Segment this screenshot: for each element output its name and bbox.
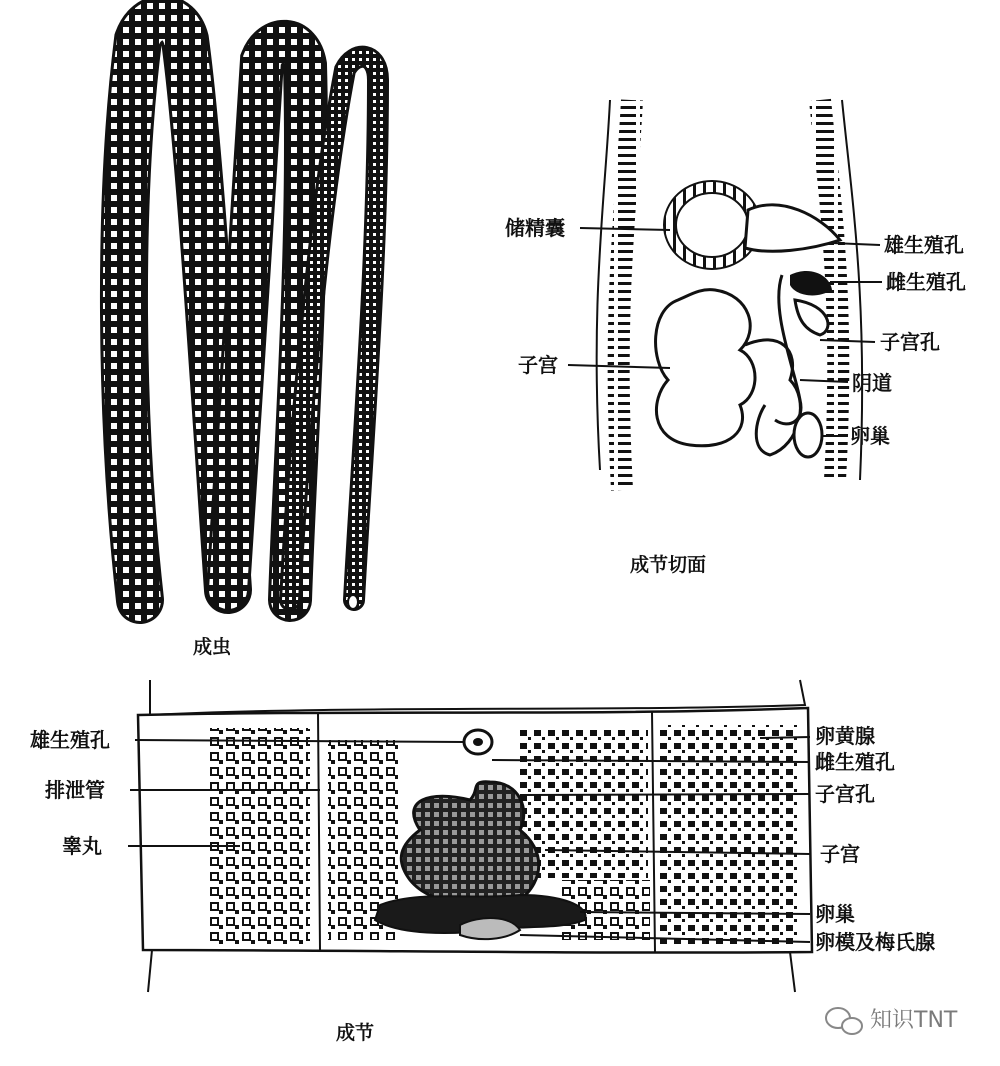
segment-section xyxy=(568,100,882,490)
mature-segment xyxy=(128,680,812,992)
label-testis: 睾丸 xyxy=(62,834,102,858)
watermark-text: 知识TNT xyxy=(870,1008,958,1033)
label-excretory-canal: 排泄管 xyxy=(45,778,105,802)
adult-worm xyxy=(124,19,378,609)
label-male-pore-section: 雄生殖孔 xyxy=(884,233,964,257)
label-uterus: 子宫 xyxy=(820,842,860,866)
mature-segment-caption: 成节 xyxy=(336,1022,375,1044)
adult-worm-caption: 成虫 xyxy=(193,636,232,658)
label-uterus-section: 子宫 xyxy=(518,353,558,377)
label-female-pore-section: 雌生殖孔 xyxy=(886,270,966,294)
label-uterine-pore: 子宫孔 xyxy=(815,782,875,806)
label-female-pore: 雌生殖孔 xyxy=(815,750,895,774)
label-seminal-vesicle: 储精囊 xyxy=(505,216,565,240)
label-vagina-section: 阴道 xyxy=(852,371,892,395)
label-ovary: 卵巢 xyxy=(815,902,855,926)
label-ovary-section: 卵巢 xyxy=(850,424,890,448)
wechat-icon xyxy=(826,1008,862,1034)
segment-section-caption: 成节切面 xyxy=(630,554,707,576)
label-ootype-mehlis: 卵模及梅氏腺 xyxy=(815,930,935,954)
label-uterine-pore-section: 子宫孔 xyxy=(880,330,940,354)
label-male-pore: 雄生殖孔 xyxy=(30,728,110,752)
label-vitelline-gland: 卵黄腺 xyxy=(815,724,875,748)
